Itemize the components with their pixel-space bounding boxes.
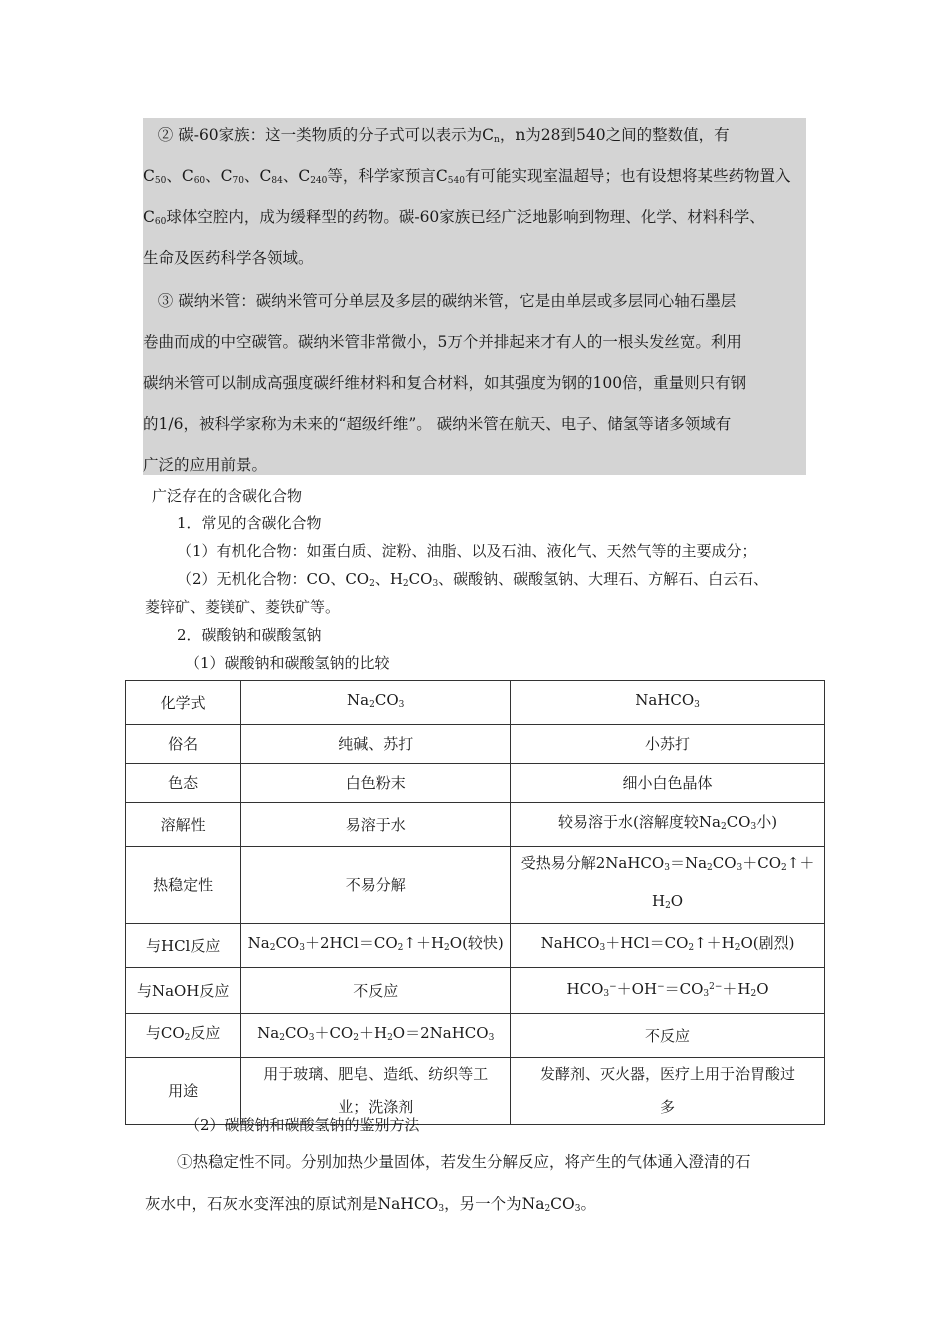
- na2co3-cell: 白色粉末: [241, 764, 511, 803]
- nahco3-cell: 细小白色晶体: [511, 764, 825, 803]
- item1-title: 1．常见的含碳化合物: [177, 514, 322, 532]
- na2co3-cell: $Na_2CO_3+CO_2+H_2O=2NaHCO_3$: [241, 1014, 511, 1058]
- item1-inorganic: （2）无机化合物：CO、$CO_2$、$H_2CO_3$、碳酸钠、碳酸氢钠、大理石、方解石、白云石、: [177, 570, 769, 589]
- nahco3-cell: $HCO_3^-+OH^-=CO_3^{2-}+H_2O$: [511, 968, 825, 1014]
- nahco3-cell: 不反应: [511, 1014, 825, 1058]
- nahco3-cell: 小苏打: [511, 725, 825, 764]
- row-label: 化学式: [126, 681, 241, 725]
- table-row: [126, 681, 825, 725]
- nahco3-cell: 受热易分解$2NaHCO_3=Na_2CO_3+CO_2↑+$ $H_2O$: [511, 847, 825, 924]
- row-label: 色态: [126, 764, 241, 803]
- row-label: 与$CO_2$反应: [126, 1014, 241, 1058]
- c60-paragraph-line4: 生命及医药科学各领域。: [143, 249, 314, 267]
- row-label: 与NaOH反应: [126, 968, 241, 1014]
- table-row: [126, 924, 825, 968]
- c60-paragraph-line1: ② 碳-60家族：这一类物质的分子式可以表示为$C_n$，n为28到540之间的整数值，有: [157, 126, 730, 145]
- nanotube-paragraph-line3: 碳纳米管可以制成高强度碳纤维材料和复合材料，如其强度为钢的100倍，重量则只有钢: [143, 374, 747, 392]
- row-label: 溶解性: [126, 803, 241, 847]
- nahco3-cell: $NaHCO_3+HCl=CO_2↑+H_2O$(剧烈): [511, 924, 825, 968]
- na2co3-cell: $Na_2CO_3+2HCl=CO_2↑+H_2O$(较快): [241, 924, 511, 968]
- item2-title: 2．碳酸钠和碳酸氢钠: [177, 626, 322, 644]
- table-row: [126, 764, 825, 803]
- na2co3-cell: 易溶于水: [241, 803, 511, 847]
- row-label: 俗名: [126, 725, 241, 764]
- comparison-table: [125, 680, 825, 1125]
- nanotube-paragraph-line1: ③ 碳纳米管：碳纳米管可分单层及多层的碳纳米管，它是由单层或多层同心轴石墨层: [157, 292, 737, 310]
- na2co3-cell: 用于玻璃、肥皂、造纸、纺织等工 业；洗涤剂: [241, 1058, 511, 1125]
- na2co3-cell: 纯碱、苏打: [241, 725, 511, 764]
- method1-line1: ①热稳定性不同。分别加热少量固体，若发生分解反应，将产生的气体通入澄清的石: [177, 1153, 751, 1171]
- section-title: 广泛存在的含碳化合物: [152, 487, 303, 505]
- na2co3-cell: 不反应: [241, 968, 511, 1014]
- table-row: [126, 968, 825, 1014]
- nanotube-paragraph-line5: 广泛的应用前景。: [143, 456, 268, 474]
- item1-organic: （1）有机化合物：如蛋白质、淀粉、油脂、以及石油、液化气、天然气等的主要成分；: [177, 542, 757, 560]
- table-row: [126, 847, 825, 924]
- nahco3-cell: NaHCO$_3$: [511, 681, 825, 725]
- c60-paragraph-line2: $C_{50}$、$C_{60}$、$C_{70}$、$C_{84}$、$C_{240}$等，科学家预言$C_{540}$有可能实现室温超导；也有设想将某些药物置入: [143, 167, 791, 186]
- nanotube-paragraph-line4: 的1/6，被科学家称为未来的“超级纤维”。 碳纳米管在航天、电子、储氢等诸多领域有: [143, 415, 732, 433]
- c60-paragraph-line3: $C_{60}$球体空腔内，成为缓释型的药物。碳-60家族已经广泛地影响到物理、化学、材料科学、: [143, 208, 765, 227]
- nanotube-paragraph-line2: 卷曲而成的中空碳管。碳纳米管非常微小，5万个并排起来才有人的一根头发丝宽。利用: [143, 333, 742, 351]
- method1-line2: 灰水中，石灰水变浑浊的原试剂是NaHCO$_3$，另一个为$Na_2CO_3$。: [145, 1195, 596, 1214]
- na2co3-cell: 不易分解: [241, 847, 511, 924]
- row-label: 热稳定性: [126, 847, 241, 924]
- item2-sub1: （1）碳酸钠和碳酸氢钠的比较: [185, 654, 390, 672]
- na2co3-cell: $Na_2CO_3$: [241, 681, 511, 725]
- row-label: 与HCl反应: [126, 924, 241, 968]
- row-label: 用途: [126, 1058, 241, 1125]
- nahco3-cell: 发酵剂、灭火器，医疗上用于治胃酸过 多: [511, 1058, 825, 1125]
- item1-inorganic-line2: 菱锌矿、菱镁矿、菱铁矿等。: [145, 598, 341, 616]
- item2-sub2: （2）碳酸钠和碳酸氢钠的鉴别方法: [185, 1116, 420, 1134]
- table-row: [126, 1014, 825, 1058]
- table-row: [126, 725, 825, 764]
- table-row: [126, 803, 825, 847]
- nahco3-cell: 较易溶于水(溶解度较$Na_2CO_3$小): [511, 803, 825, 847]
